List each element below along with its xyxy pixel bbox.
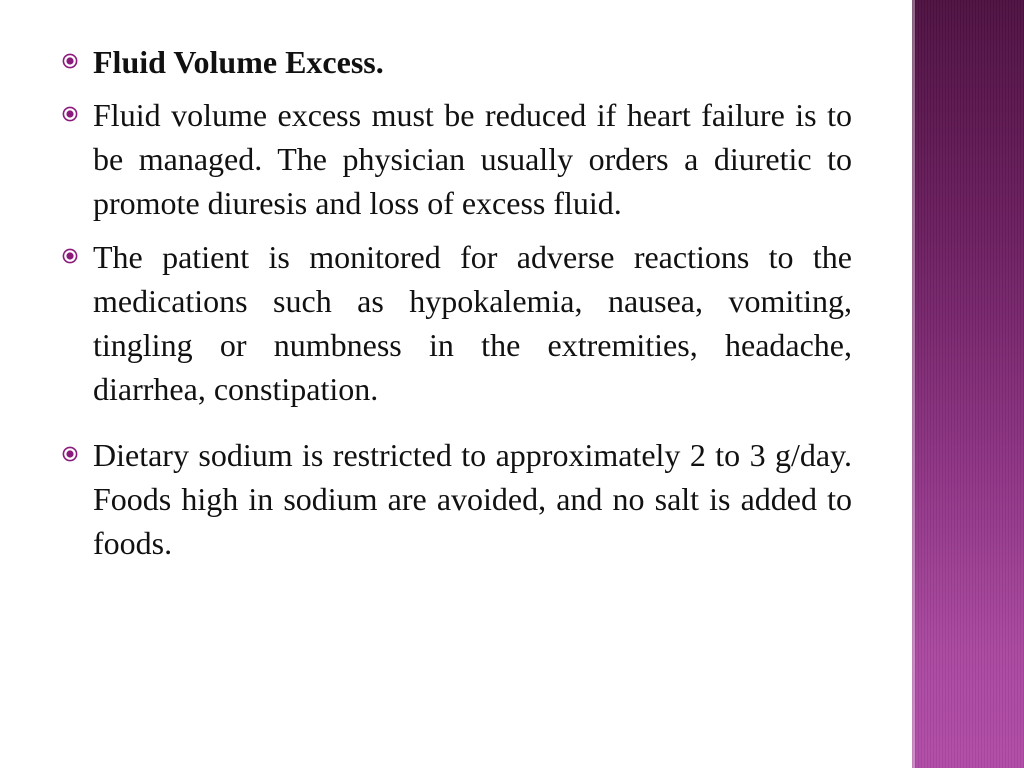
circled-dot-icon bbox=[62, 106, 78, 122]
bullet-text: The patient is monitored for adverse reactions to the medications such as hypokalemia, nausea, vomiting, tingling or numbness in the extremities, headache, diarrhea, constipation. bbox=[93, 239, 852, 407]
bullet-item bbox=[60, 93, 852, 225]
bullet-text: Fluid volume excess must be reduced if heart failure is to be managed. The physician usually orders a diuretic to promote diuresis and loss of excess fluid. bbox=[93, 97, 852, 221]
bullet-text: Dietary sodium is restricted to approximately 2 to 3 g/day. Foods high in sodium are avoided, and no salt is added to foods. bbox=[93, 437, 852, 561]
bullet-item-heading bbox=[60, 40, 852, 84]
circled-dot-icon bbox=[62, 446, 78, 462]
circled-dot-icon bbox=[62, 53, 78, 69]
bullet-item bbox=[60, 235, 852, 411]
decorative-side-band bbox=[912, 0, 1024, 768]
bullet-item bbox=[60, 433, 852, 565]
slide-content bbox=[60, 40, 852, 565]
circled-dot-icon bbox=[62, 248, 78, 264]
bullet-text: Fluid Volume Excess. bbox=[93, 44, 384, 80]
